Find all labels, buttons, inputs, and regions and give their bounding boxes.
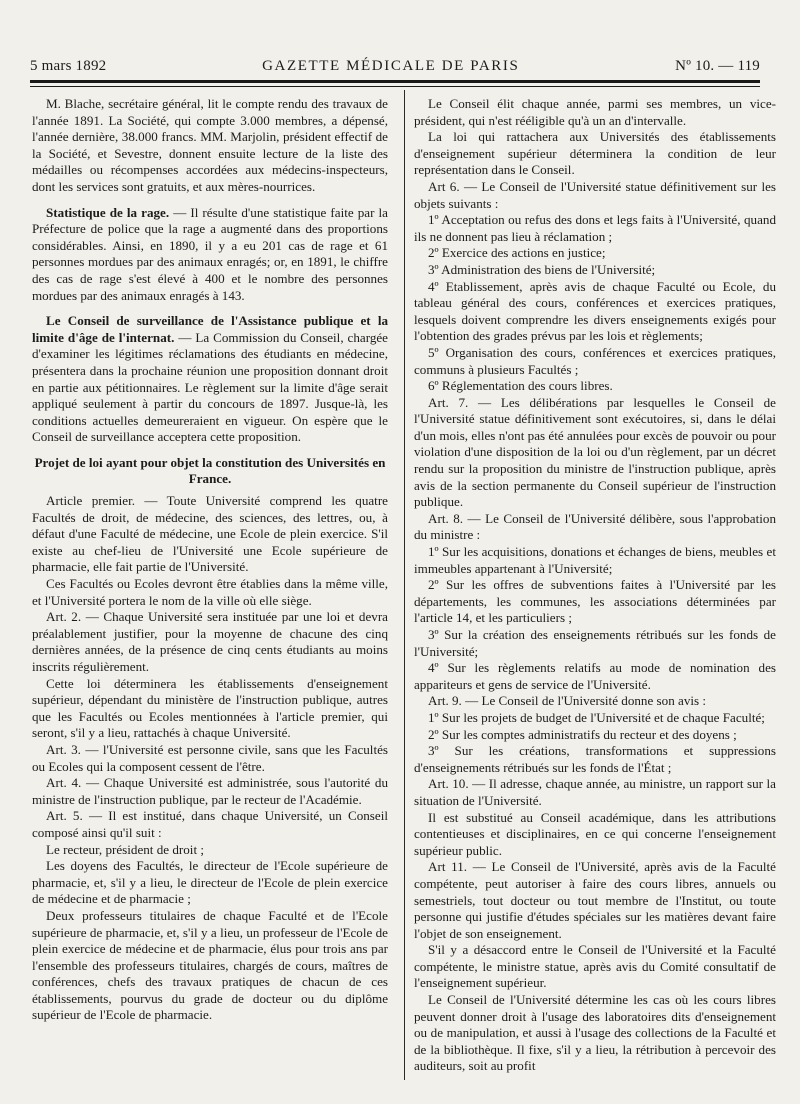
item-9-2: 2º Sur les comptes administratifs du recteur et des doyens ; — [428, 726, 737, 742]
article-5a: Le recteur, président de droit ; — [46, 841, 204, 857]
article-10b: Il est substitué au Conseil académique, dans les attributions contentieuses et disciplinaires, en ce qui concerne l'enseignement supérieur public. — [414, 809, 776, 858]
page-header — [30, 58, 760, 80]
article-7: Art. 7. — Les délibérations par lesquelles le Conseil de l'Université statue définitivement sont exécutoires, si, dans le délai d'un mois, elles n'ont pas été annulées pour excès de pouvoir ou pour violation d'une disposition de la loi ou d'un règlement, par un décret rendu sur la proposition du ministre de l'instruction publique, après avis de la section permanente du Conseil supérieur de l'instruction publique. — [414, 394, 776, 510]
column-divider — [404, 90, 405, 1080]
journal-title: GAZETTE MÉDICALE DE PARIS — [262, 58, 520, 74]
item-8-3: 3º Sur la création des enseignements rétribués sur les fonds de l'Université; — [414, 627, 776, 659]
article-8: Art. 8. — Le Conseil de l'Université délibère, sous l'approbation du ministre : — [414, 510, 776, 543]
left-column — [32, 96, 388, 1024]
item-8-4: 4º Sur les règlements relatifs au mode de nomination des appariteurs et gens de service de l'Université. — [414, 660, 776, 692]
item-9-3: 3º Sur les créations, transformations et suppressions d'enseignements rétribués sur les fonds de l'État ; — [414, 743, 776, 775]
heading-rage: Statistique de la rage. — [46, 204, 170, 220]
article-1: Article premier. — Toute Université comprend les quatre Facultés de droit, de médecine, des sciences, des lettres, ou, à défaut d'une Faculté de médecine, une Ecole de plein exercice. S'il existe au chef-lieu de l'Université une Ecole supérieure de pharmacie, elle fait partie de l'Université. — [32, 493, 388, 575]
issue-page-number: Nº 10. — 119 — [675, 58, 760, 74]
article-5b: Les doyens des Facultés, le directeur de l'Ecole supérieure de pharmacie, et, s'il y a lieu, le directeur de l'Ecole de plein exercice de médecine et de pharmacie ; — [32, 858, 388, 907]
header-rule-thin — [30, 86, 760, 87]
section-title: Projet de loi ayant pour objet la constitution des Universités en France. — [34, 454, 386, 487]
right-column — [414, 96, 776, 1075]
article-11c: Le Conseil de l'Université détermine les cas où les cours libres peuvent donner droit à l'usage des laboratoires dits d'enseignement ou de manipulation, et aussi à l'usage des collections de la Faculté et de la bibliothèque. Il fixe, s'il y a lieu, la rétribution à percevoir des auditeurs, soit au profit — [414, 992, 776, 1074]
item-6-1: 1º Acceptation ou refus des dons et legs faits à l'Université, quand ils ne donnent pas lieu à réclamation ; — [414, 212, 776, 244]
article-3: Art. 3. — l'Université est personne civile, sans que les Facultés ou Ecoles qui la composent cessent de l'être. — [32, 741, 388, 774]
item-9-1: 1º Sur les projets de budget de l'Université et de chaque Faculté; — [428, 709, 765, 725]
rage-body: — Il résulte d'une statistique faite par la Préfecture de police que la rage a augmenté dans des proportions considérables. Ainsi, en 1890, il y a eu 201 cas de rage et 61 personnes mordues par des animaux enragés; or, en 1891, le chiffre des cas de rage s'est élevé à 400 et le nombre des personnes mordues par des animaux enragés à 143. — [32, 204, 388, 303]
item-6-4: 4º Etablissement, après avis de chaque Faculté ou Ecole, du tableau général des cours, conférences et exercices pratiques, lesquels doivent comprendre les divers enseignements exigés pour l'obtention des grades prévus par les lois et règlements; — [414, 278, 776, 344]
issue-date: 5 mars 1892 — [30, 58, 107, 74]
article-10: Art. 10. — Il adresse, chaque année, au ministre, un rapport sur la situation de l'Université. — [414, 776, 776, 808]
heading-conseil: Le Conseil de surveillance de l'Assistance publique et la limite d'âge de l'internat. — [32, 313, 388, 345]
paragraph-r2: La loi qui rattachera aux Universités des établissements d'enseignement supérieur déterminera la condition de leur représentation dans le Conseil. — [414, 129, 776, 178]
article-2b: Cette loi déterminera les établissements d'enseignement supérieur, dépendant du ministère de l'instruction publique, autres que les Facultés ou Ecoles mentionnées à l'article premier, qui seront, s'il y a lieu, rattachés à chaque Université. — [32, 675, 388, 741]
item-8-2: 2º Sur les offres de subventions faites à l'Université par les départements, les communes, les associations déterminées par l'article 14, et les particuliers ; — [414, 577, 776, 626]
item-6-5: 5º Organisation des cours, conférences et exercices pratiques, communs à plusieurs Facultés ; — [414, 344, 776, 377]
article-6: Art 6. — Le Conseil de l'Université statue définitivement sur les objets suivants : — [414, 178, 776, 211]
item-8-1: 1º Sur les acquisitions, donations et échanges de biens, meubles et immeubles appartenant à l'Université; — [414, 544, 776, 576]
article-9: Art. 9. — Le Conseil de l'Université donne son avis : — [428, 693, 707, 709]
paragraph-blache: M. Blache, secrétaire général, lit le compte rendu des travaux de l'année 1891. La Société, qui compte 3.000 membres, a dépensé, l'année dernière, 38.000 francs. MM. Marjolin, président effectif de la Société, et Sevestre, donnent ensuite lecture de la liste des médailles ou récompenses accordées aux médecins-inspecteurs, dont les services sont gratuits, et aux mères-nourrices. — [32, 96, 388, 194]
article-2: Art. 2. — Chaque Université sera instituée par une loi et devra préalablement justifier, pour la moyenne de chacune des cinq dernières années, de la présence de cinq cents étudiants au moins inscrits régulièrement. — [32, 609, 388, 674]
conseil-body: — La Commission du Conseil, chargée d'examiner les légitimes réclamations des étudiants en médecine, présentera dans la prochaine réunion une proposition donnant droit en partie aux pétitionnaires. Le règlement sur la limite d'âge serait appliqué seulement à partir du concours de 1897. Jusque-là, les conditions actuelles demeureraient en vigueur. On espère que le Conseil de surveillance acceptera cette proposition. — [32, 329, 388, 445]
article-4: Art. 4. — Chaque Université est administrée, sous l'autorité du ministre de l'instruction publique, par le recteur de l'Académie. — [32, 775, 388, 807]
header-rule-thick — [30, 80, 760, 83]
paragraph-conseil — [32, 313, 388, 446]
article-11: Art 11. — Le Conseil de l'Université, après avis de la Faculté compétente, peut autoriser à faire des cours libres, annuels ou semestriels, tout docteur ou tout membre de l'Institut, ou toute personne qui justifie d'études spéciales sur les matières devant faire l'objet de son enseignement. — [414, 859, 776, 941]
item-6-6: 6º Réglementation des cours libres. — [428, 378, 613, 394]
paragraph-r1: Le Conseil élit chaque année, parmi ses membres, un vice-président, qui n'est rééligible qu'à un an d'intervalle. — [414, 96, 776, 128]
paragraph-rage — [32, 205, 388, 305]
article-5: Art. 5. — Il est institué, dans chaque Université, un Conseil composé ainsi qu'il suit : — [32, 808, 388, 840]
article-1b: Ces Facultés ou Ecoles devront être établies dans la même ville, et l'Université portera le nom de la ville où elle siège. — [32, 576, 388, 608]
item-6-3: 3º Administration des biens de l'Université; — [428, 261, 656, 277]
article-11b: S'il y a désaccord entre le Conseil de l'Université et la Faculté compétente, le ministre statue, après avis du Comité consultatif de l'enseignement supérieur. — [414, 942, 776, 991]
article-5c: Deux professeurs titulaires de chaque Faculté et de l'Ecole supérieure de pharmacie, et, s'il y a lieu, un professeur de l'Ecole de plein exercice de médecine et de pharmacie, élus pour trois ans par l'ensemble des professeurs titulaires, chargés de cours, maîtres de conférences, chefs des travaux pratiques de chacun de ces établissements, pourvus du grade de docteur ou du diplôme supérieur de l'Ecole de pharmacie. — [32, 907, 388, 1023]
item-6-2: 2º Exercice des actions en justice; — [428, 245, 606, 261]
